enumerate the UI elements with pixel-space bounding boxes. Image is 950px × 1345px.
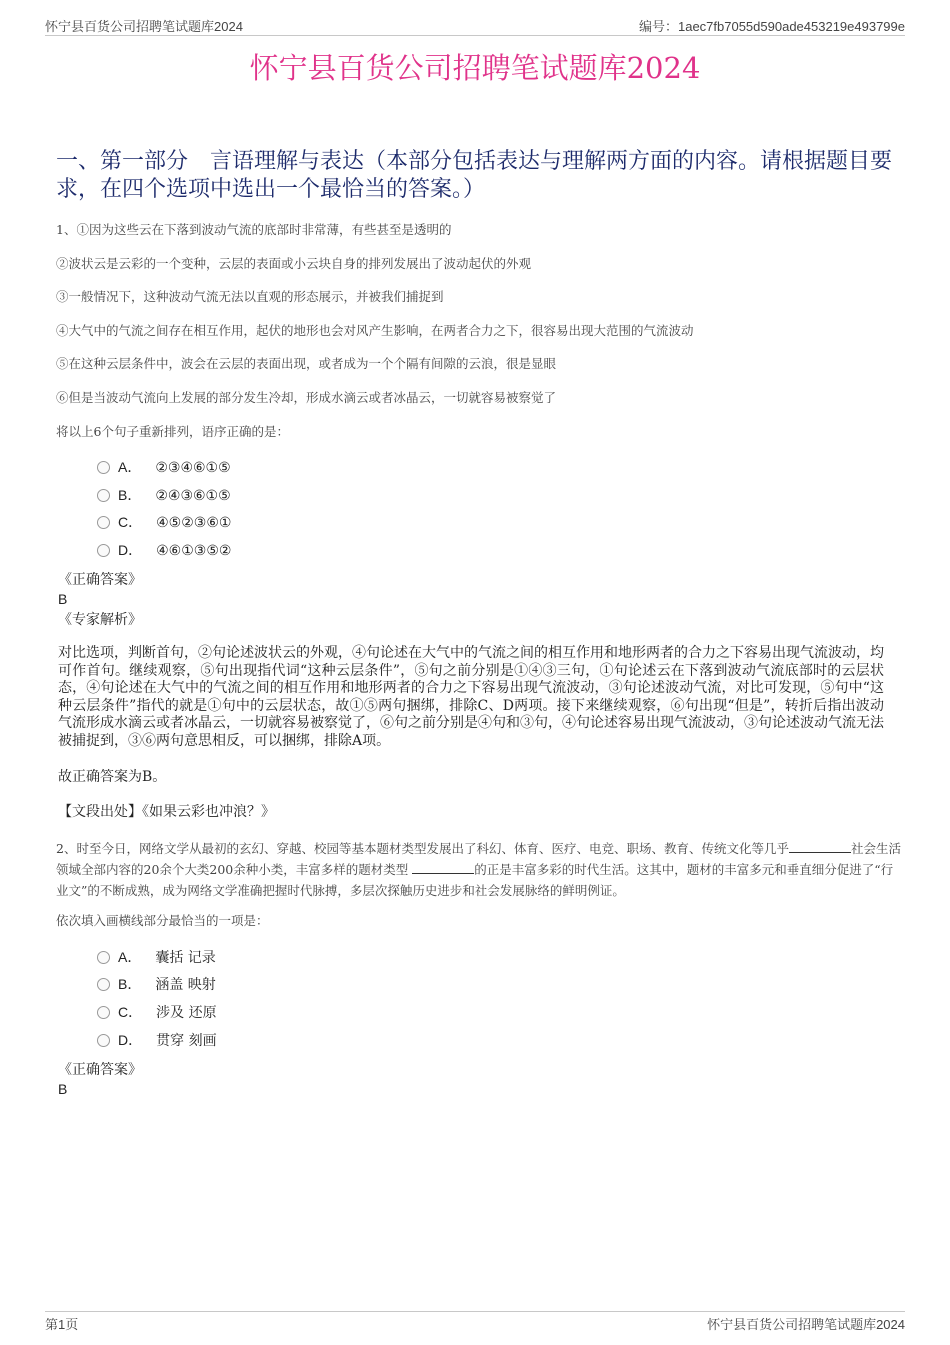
source-title: 《如果云彩也冲浪？》 (142, 804, 275, 820)
q1-sentence-2: ②波状云是云彩的一个变种，云层的表面或小云块自身的排列发展出了波动起伏的外观 (56, 256, 532, 271)
option-letter: C． (118, 514, 143, 530)
header-divider (45, 35, 905, 36)
q1-sentence-6: ⑥但是当波动气流向上发展的部分发生冷却，形成水滴云或者冰晶云，一切就容易被察觉了 (56, 390, 557, 405)
option-text: ④⑥①③⑤② (156, 543, 232, 559)
q1-analysis-label: 《专家解析》 (58, 612, 142, 628)
option-letter: A． (118, 459, 142, 475)
q1-sentence-5: ⑤在这种云层条件中，波会在云层的表面出现，或者成为一个个隔有间隙的云浪，很是显眼 (56, 356, 557, 371)
option-letter: D． (118, 1032, 143, 1048)
fill-blank-1 (789, 840, 851, 853)
q1-source (58, 803, 275, 821)
option-letter: D． (118, 542, 143, 558)
q1-option-c[interactable] (97, 512, 231, 532)
option-text: ②④③⑥①⑤ (155, 488, 231, 504)
radio-icon[interactable] (97, 544, 110, 557)
option-letter: B． (118, 487, 142, 503)
option-letter: A． (118, 949, 142, 965)
q2-option-a[interactable] (97, 947, 216, 967)
option-text: ②③④⑥①⑤ (155, 460, 231, 476)
header-left-title: 怀宁县百货公司招聘笔试题库2024 (45, 19, 243, 34)
radio-icon[interactable] (97, 461, 110, 474)
q1-conclusion: 故正确答案为B。 (58, 769, 167, 785)
radio-icon[interactable] (97, 489, 110, 502)
q1-option-a[interactable] (97, 457, 231, 477)
q1-sentence-1: 1、①因为这些云在下落到波动气流的底部时非常薄，有些甚至是透明的 (56, 222, 452, 237)
q1-prompt: 将以上6个句子重新排列，语序正确的是： (56, 424, 289, 439)
q2-option-b[interactable] (97, 974, 216, 994)
q1-answer-value: B (58, 591, 68, 607)
option-text: 贯穿 刻画 (156, 1033, 217, 1049)
q2-text (56, 838, 904, 901)
q1-option-b[interactable] (97, 485, 231, 505)
q2-answer-value: B (58, 1081, 68, 1097)
q2-prompt: 依次填入画横线部分最恰当的一项是： (56, 913, 269, 928)
footer-divider (45, 1311, 905, 1312)
option-letter: C． (118, 1004, 143, 1020)
radio-icon[interactable] (97, 516, 110, 529)
fill-blank-2 (412, 861, 474, 874)
header-document-id: 编号：1aec7fb7055d590ade453219e493799e (638, 19, 905, 34)
q1-sentence-4: ④大气中的气流之间存在相互作用，起伏的地形也会对风产生影响，在两者合力之下，很容易出现大范围的气流波动 (56, 323, 694, 338)
radio-icon[interactable] (97, 978, 110, 991)
q1-option-d[interactable] (97, 540, 231, 560)
q2-text-part2: 社会生活领域全部内容的20余个大类200余种小类，丰富多样的题材类型 (56, 841, 901, 877)
q2-option-c[interactable] (97, 1002, 217, 1022)
radio-icon[interactable] (97, 951, 110, 964)
option-text: 涵盖 映射 (155, 977, 216, 993)
source-label: 【文段出处】 (58, 804, 142, 820)
section-heading: 一、第一部分 言语理解与表达（本部分包括表达与理解两方面的内容。请根据题目要求，在四个选项中选出一个最恰当的答案。） (56, 149, 893, 202)
page-number: 第1页 (45, 1317, 79, 1332)
radio-icon[interactable] (97, 1034, 110, 1047)
q2-option-d[interactable] (97, 1030, 217, 1050)
option-letter: B． (118, 976, 142, 992)
q1-analysis-text: 对比选项，判断首句，②句论述波状云的外观，④句论述在大气中的气流之间的相互作用和地形两者的合力之下容易出现气流波动，均可作首句。继续观察，⑤句出现指代词“这种云层条件”，⑤句之前分别是①④③三句，①句论述云在下落到波动气流底部时的云层状态，④句论述在大气中的气流之间的相互作用和地形两者的合力之下容易出现气流波动，③句论述波动气流，对比可发现，⑤句中“这种云层条件”指代的就是①句中的云层状态，故①⑤两句捆绑，排除C、D两项。接下来继续观察，⑥句出现“但是”，转折后指出波动气流形成水滴云或者冰晶云，一切就容易被察觉了，⑥句之前分别是④句和③句，④句论述容易出现气流波动，③句论述波动气流无法被捕捉到，③⑥两句意思相反，可以捆绑，排除A项。 (58, 645, 884, 749)
q2-text-part3: 的正是丰富多彩的时代生活。这其中，题材的丰富多元和垂直细分促进了“行业文”的不断成熟，成为网络文学准确把握时代脉搏，多层次探触历史进步和社会发展脉络的鲜明例证。 (56, 862, 894, 898)
radio-icon[interactable] (97, 1006, 110, 1019)
option-text: ④⑤②③⑥① (156, 515, 232, 531)
q1-sentence-3: ③一般情况下，这种波动气流无法以直观的形态展示，并被我们捕捉到 (56, 289, 444, 304)
footer-title: 怀宁县百货公司招聘笔试题库2024 (707, 1317, 905, 1332)
q2-answer-label: 《正确答案》 (58, 1062, 142, 1078)
q2-text-part1: 2、时至今日，网络文学从最初的玄幻、穿越、校园等基本题材类型发展出了科幻、体育、医疗、电竞、职场、教育、传统文化等几乎 (56, 841, 789, 856)
q1-answer-label: 《正确答案》 (58, 572, 142, 588)
option-text: 囊括 记录 (155, 950, 216, 966)
page-title: 怀宁县百货公司招聘笔试题库2024 (249, 51, 701, 85)
option-text: 涉及 还原 (156, 1005, 217, 1021)
